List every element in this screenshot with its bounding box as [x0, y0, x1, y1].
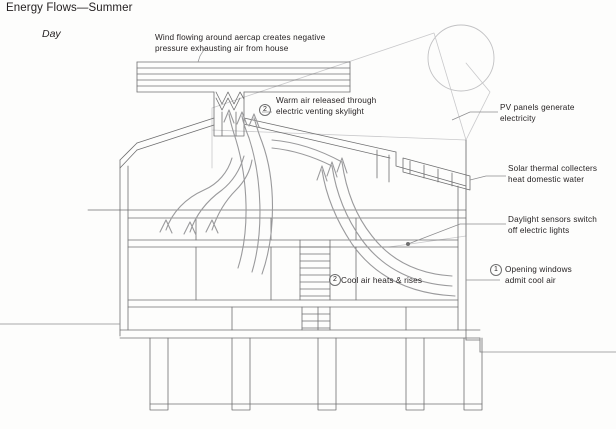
- callout-skylight-badge: 2: [259, 104, 271, 116]
- foundation: [150, 338, 482, 410]
- label-pv-panels: PV panels generate electricity: [500, 103, 575, 123]
- label-solar-thermal: Solar thermal collecters heat domestic water: [508, 164, 598, 184]
- stair: [300, 240, 330, 330]
- leader-lines: [198, 48, 506, 280]
- callout-cool-air-badge: 2: [329, 274, 341, 286]
- solar-thermal-collector: [403, 158, 470, 190]
- label-opening-windows: Opening windows admit cool air: [505, 265, 572, 285]
- page-title: Energy Flows—Summer: [6, 2, 133, 14]
- label-daylight-sensors: Daylight sensors switch off electric lights: [508, 215, 597, 235]
- label-wind: Wind flowing around aercap creates negative pressure exhausting air from house: [155, 33, 326, 53]
- sun-icon: [428, 25, 494, 91]
- label-cool-air: Cool air heats & rises: [341, 276, 423, 285]
- callout-cool-air: [329, 274, 341, 286]
- pv-roof: [244, 118, 466, 186]
- diagram-subtitle: Day: [42, 28, 61, 40]
- callout-windows: [490, 264, 502, 276]
- callout-windows-badge: 1: [490, 264, 502, 276]
- callout-skylight: [259, 104, 271, 116]
- label-skylight: Warm air released through electric venting skylight: [276, 96, 377, 116]
